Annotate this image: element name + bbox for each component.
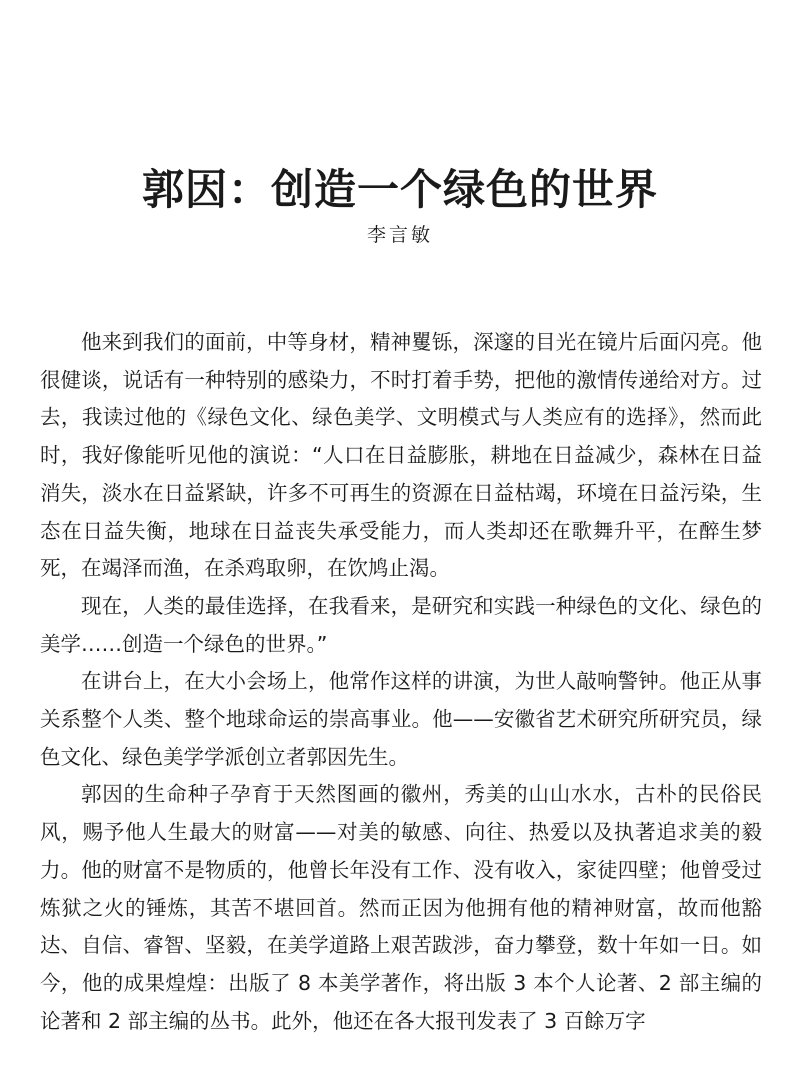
paragraph: 郭因的生命种子孕育于天然图画的徽州，秀美的山山水水，古朴的民俗民风，赐予他人生最大的财富——对美的敏感、向往、热爱以及执著追求美的毅力。他的财富不是物质的，他曾长年没有工作、没有收入，家徒四壁；他曾受过炼狱之火的锤炼，其苦不堪回首。然而正因为他拥有他的精神财富，故而他豁达、自信、睿智、坚毅，在美学道路上艰苦跋涉，奋力攀登，数十年如一日。如今，他的成果煌煌：出版了 8 本美学著作，将出版 3 本个人论著、2 部主编的论著和 2 部主编的丛书。此外，他还在各大报刊发表了 3 百餘万字 <box>40 782 762 1033</box>
paragraph: 在讲台上，在大小会场上，他常作这样的讲演，为世人敲响警钟。他正从事关系整个人类、整个地球命运的崇高事业。他——安徽省艺术研究所研究员，绿色文化、绿色美学学派创立者郭因先生。 <box>40 669 762 769</box>
article-author: 李言敏 <box>366 224 433 246</box>
article-title: 郭因：创造一个绿色的世界 <box>141 165 658 215</box>
paragraph: 他来到我们的面前，中等身材，精神矍铄，深邃的目光在镜片后面闪亮。他很健谈，说话有一种特别的感染力，不时打着手势，把他的激情传递给对方。过去，我读过他的《绿色文化、绿色美学、文明模式与人类应有的选择》，然而此时，我好像能听见他的演说：“人口在日益膨胀，耕地在日益减少，森林在日益消失，淡水在日益紧缺，许多不可再生的资源在日益枯竭，环境在日益污染，生态在日益失衡，地球在日益丧失承受能力，而人类却还在歌舞升平，在醉生梦死，在竭泽而渔，在杀鸡取卵，在饮鸠止渴。 <box>40 330 762 581</box>
paragraph: 现在，人类的最佳选择，在我看来，是研究和实践一种绿色的文化、绿色的美学……创造一个绿色的世界。” <box>40 593 762 656</box>
article-body <box>40 324 762 1040</box>
